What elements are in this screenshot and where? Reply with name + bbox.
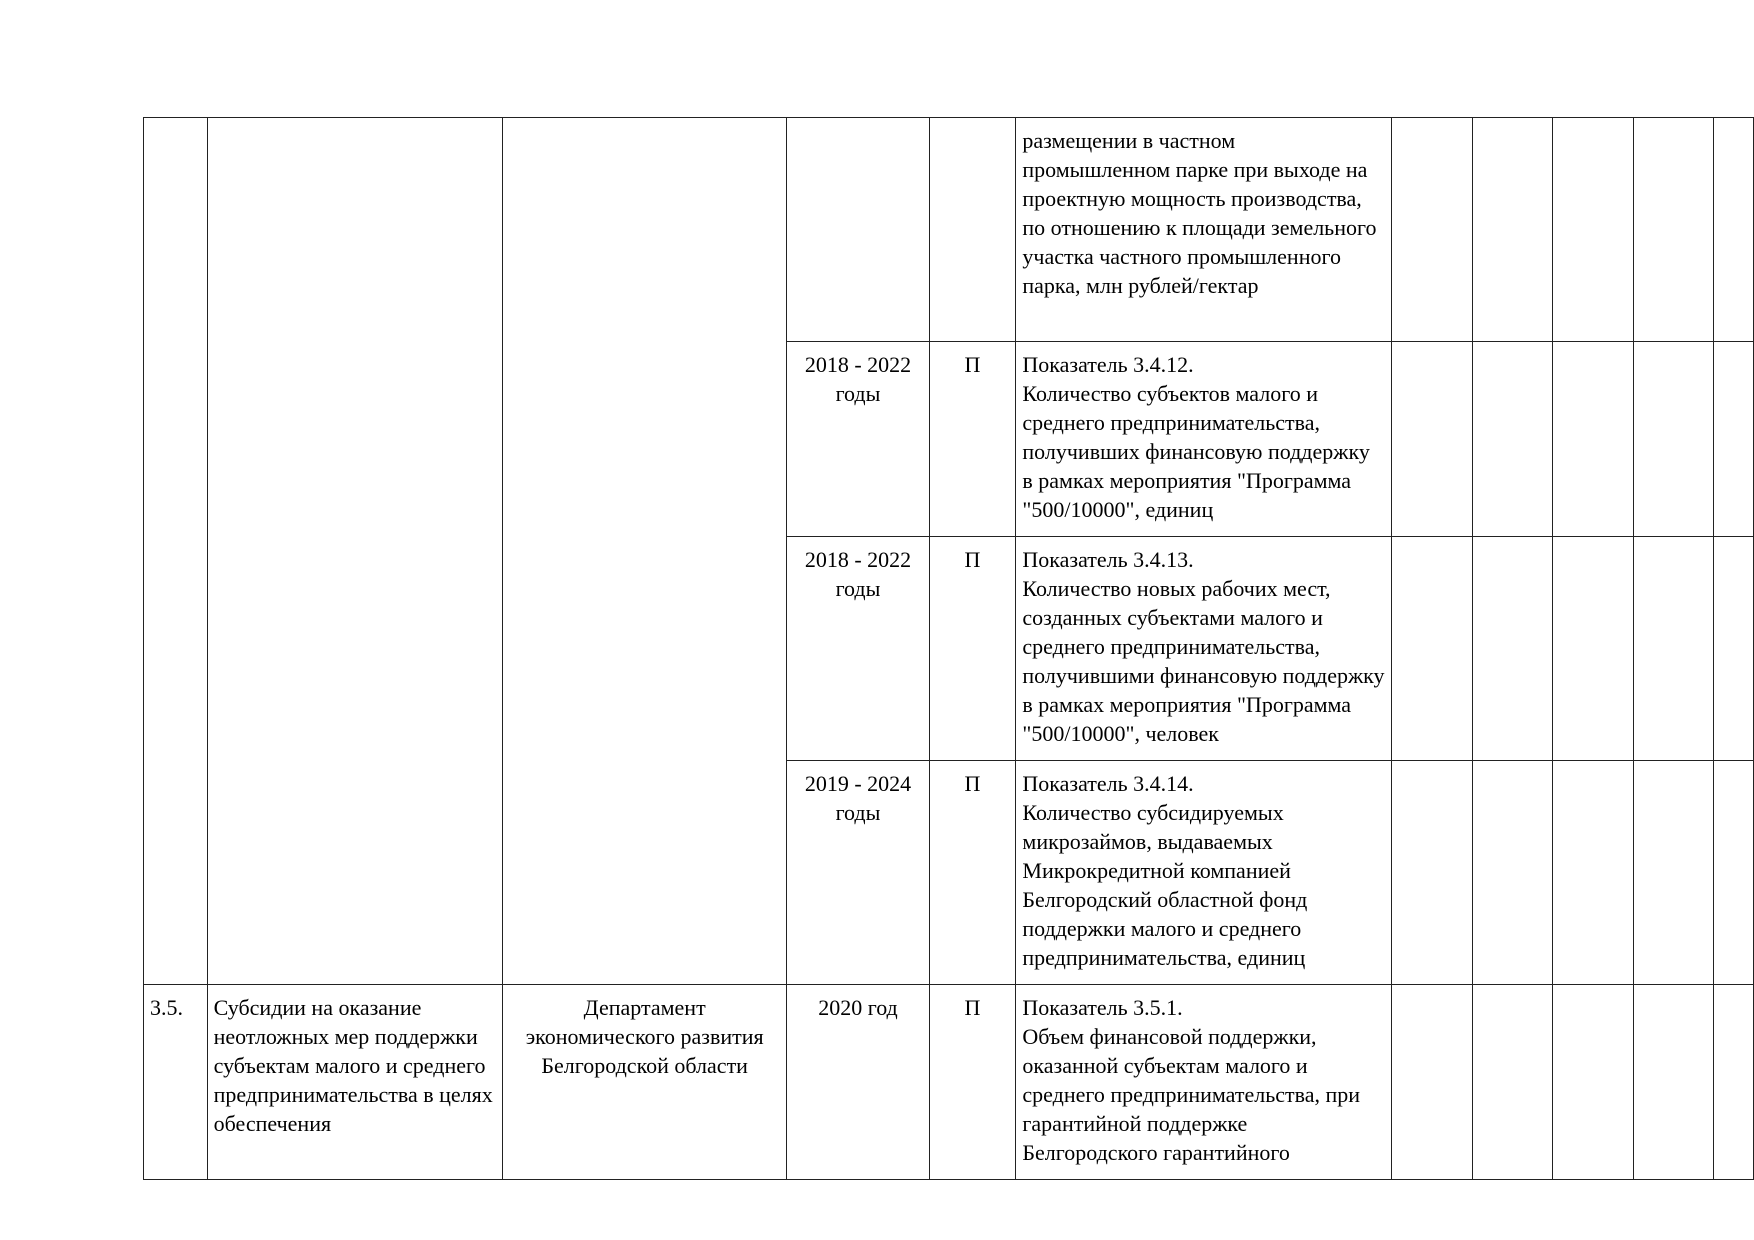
indicator-text: Объем финансовой поддержки, оказанной субъектам малого и среднего предпринимательства, при гарантийной поддержке Белгородского гарантийного <box>1022 1024 1361 1165</box>
indicator-cell <box>1016 118 1392 342</box>
measure-name-cell <box>207 118 502 985</box>
type-cell: П <box>929 537 1016 761</box>
type-cell: П <box>929 985 1016 1180</box>
indicator-cell <box>1016 985 1392 1180</box>
value-cell <box>1553 118 1634 342</box>
executor-cell: Департамент экономического развития Белгородской области <box>502 985 786 1180</box>
value-cell <box>1472 537 1553 761</box>
value-cell <box>1553 761 1634 985</box>
value-cell <box>1472 342 1553 537</box>
value-cell <box>1553 537 1634 761</box>
row-number-cell <box>144 118 208 985</box>
indicator-title: Показатель 3.5.1. <box>1022 995 1183 1020</box>
value-cell <box>1633 342 1714 537</box>
value-cell <box>1714 985 1754 1180</box>
indicator-text: размещении в частном промышленном парке при выходе на проектную мощность производства, по отношению к площади земельного участка частного промышленного парка, млн рублей/гектар <box>1022 128 1377 298</box>
measure-name-cell: Субсидии на оказание неотложных мер поддержки субъектам малого и среднего предпринимательства в целях обеспечения <box>207 985 502 1180</box>
value-cell <box>1633 985 1714 1180</box>
value-cell <box>1714 761 1754 985</box>
type-cell: П <box>929 761 1016 985</box>
value-cell <box>1392 118 1473 342</box>
period-cell <box>787 118 929 342</box>
indicator-title: Показатель 3.4.13. <box>1022 547 1194 572</box>
period-cell: 2018 - 2022 годы <box>787 342 929 537</box>
table-row <box>144 118 1754 342</box>
value-cell <box>1392 342 1473 537</box>
value-cell <box>1472 761 1553 985</box>
value-cell <box>1633 537 1714 761</box>
value-cell <box>1392 985 1473 1180</box>
indicator-text: Количество новых рабочих мест, созданных субъектами малого и среднего предпринимательства, получившими финансовую поддержку в рамках мероприятия "Программа "500/10000", человек <box>1022 576 1385 746</box>
value-cell <box>1553 985 1634 1180</box>
value-cell <box>1714 342 1754 537</box>
indicator-cell <box>1016 537 1392 761</box>
value-cell <box>1633 118 1714 342</box>
value-cell <box>1392 537 1473 761</box>
value-cell <box>1553 342 1634 537</box>
type-cell <box>929 118 1016 342</box>
program-table <box>143 117 1754 1180</box>
value-cell <box>1472 118 1553 342</box>
period-cell: 2019 - 2024 годы <box>787 761 929 985</box>
indicator-text: Количество субъектов малого и среднего предпринимательства, получивших финансовую поддержку в рамках мероприятия "Программа "500/10000", единиц <box>1022 381 1370 522</box>
period-cell: 2020 год <box>787 985 929 1180</box>
indicator-cell <box>1016 761 1392 985</box>
row-number-cell: 3.5. <box>144 985 208 1180</box>
type-cell: П <box>929 342 1016 537</box>
indicator-cell <box>1016 342 1392 537</box>
value-cell <box>1714 118 1754 342</box>
indicator-title: Показатель 3.4.14. <box>1022 771 1194 796</box>
indicator-text: Количество субсидируемых микрозаймов, выдаваемых Микрокредитной компанией Белгородский областной фонд поддержки малого и среднего предпринимательства, единиц <box>1022 800 1308 970</box>
value-cell <box>1633 761 1714 985</box>
indicator-title: Показатель 3.4.12. <box>1022 352 1194 377</box>
value-cell <box>1392 761 1473 985</box>
period-cell: 2018 - 2022 годы <box>787 537 929 761</box>
value-cell <box>1472 985 1553 1180</box>
table-row <box>144 985 1754 1180</box>
value-cell <box>1714 537 1754 761</box>
executor-cell <box>502 118 786 985</box>
